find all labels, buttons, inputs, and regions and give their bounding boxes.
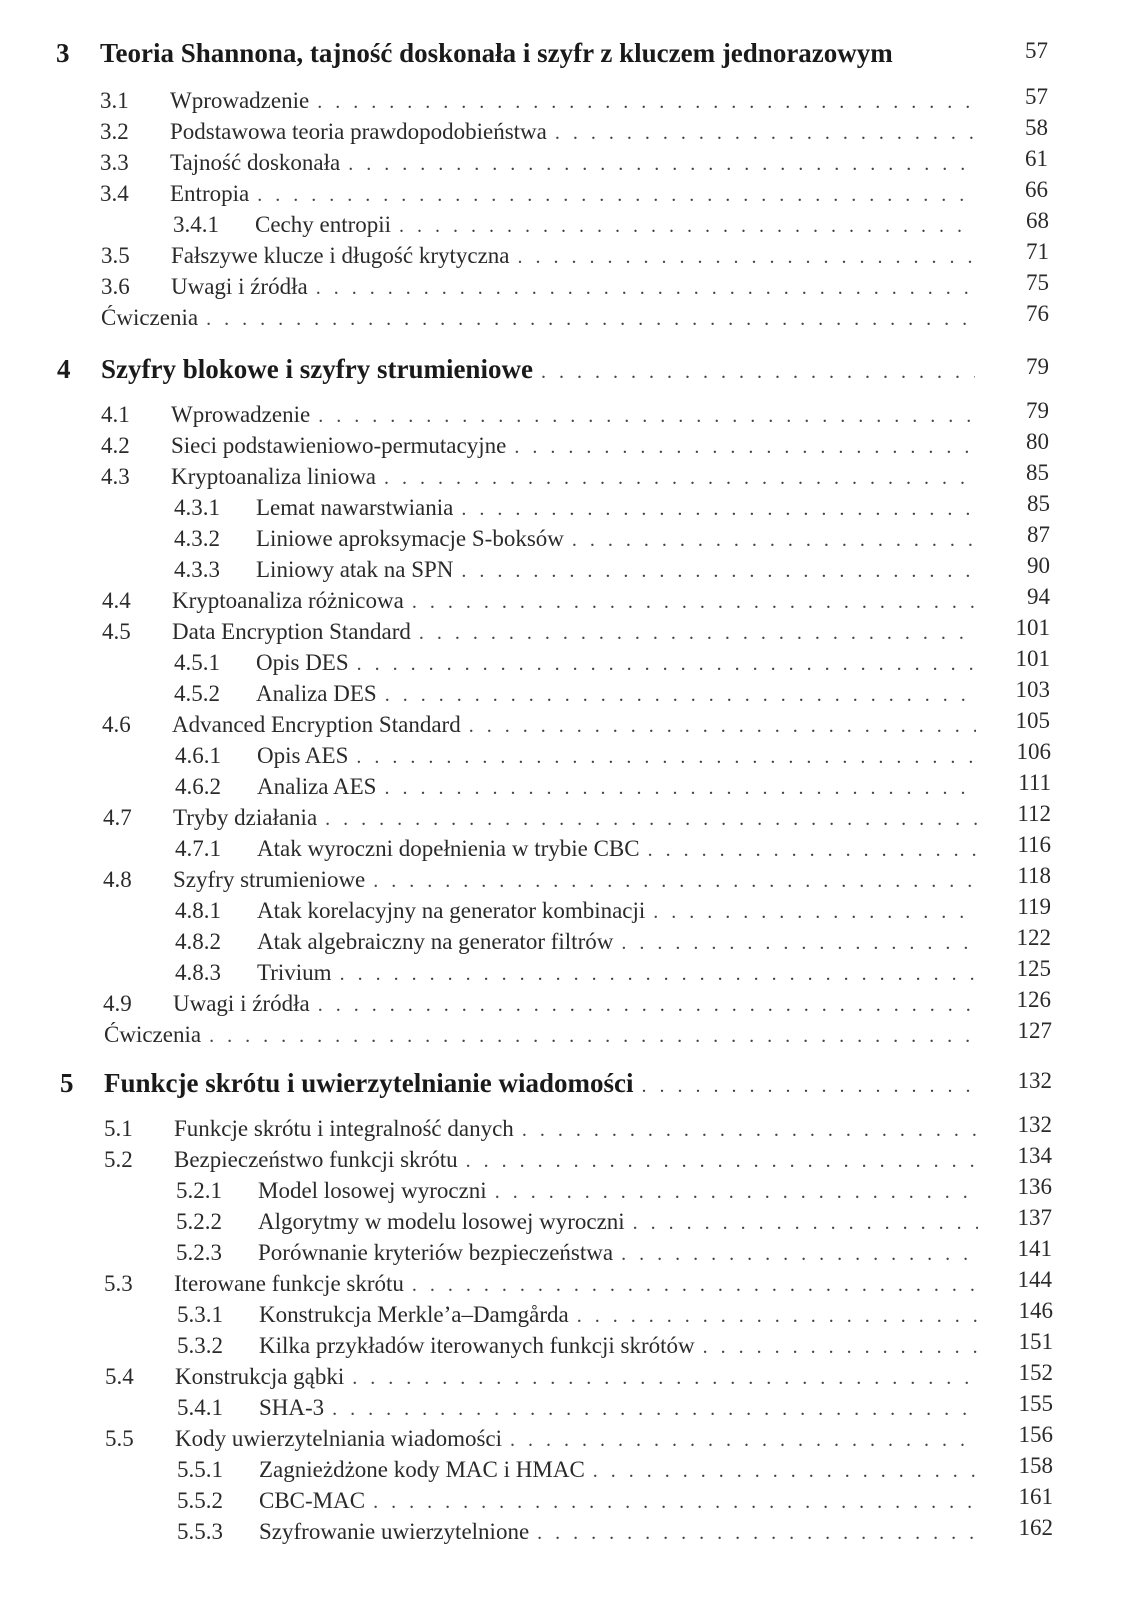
entry-number: 3.2 (100, 119, 129, 144)
entry-page-number: 161 (1018, 1484, 1053, 1509)
dot-leader (318, 994, 977, 1017)
dot-leader (648, 839, 977, 862)
entry-page-number: 118 (1017, 863, 1051, 888)
entry-title: Iterowane funkcje skrótu (174, 1271, 404, 1296)
entry-title: Szyfry blokowe i szyfry strumieniowe (101, 354, 533, 384)
toc-exercises-entry[interactable] (104, 1022, 986, 1048)
toc-subsection-entry[interactable] (174, 650, 984, 676)
entry-number: 4.6.1 (175, 743, 221, 768)
toc-section-entry[interactable] (101, 402, 983, 428)
entry-number: 5 (60, 1068, 74, 1098)
toc-subsection-entry[interactable] (176, 1209, 986, 1235)
entry-title: Opis DES (256, 650, 349, 675)
entry-page-number: 112 (1017, 801, 1051, 826)
entry-title: Szyfry strumieniowe (173, 867, 366, 892)
toc-subsection-entry[interactable] (177, 1333, 987, 1359)
toc-section-entry[interactable] (103, 867, 985, 893)
dot-leader (621, 1243, 978, 1266)
dot-leader (384, 777, 977, 800)
entry-page-number: 87 (1027, 522, 1050, 547)
entry-page-number: 85 (1026, 460, 1049, 485)
entry-number: 5.3.2 (177, 1333, 223, 1358)
toc-subsection-entry[interactable] (175, 836, 985, 862)
dot-leader (572, 529, 976, 552)
entry-page-number: 144 (1017, 1267, 1052, 1292)
toc-subsection-entry[interactable] (177, 1488, 987, 1514)
toc-subsection-entry[interactable] (174, 557, 984, 583)
dot-leader (469, 715, 976, 738)
dot-leader (577, 1305, 979, 1328)
entry-number: 5.4.1 (177, 1395, 223, 1420)
toc-subsection-entry[interactable] (176, 1240, 986, 1266)
entry-title: SHA-3 (259, 1395, 325, 1420)
entry-title: Entropia (170, 181, 250, 206)
entry-number: 3.4 (100, 181, 129, 206)
toc-subsection-entry[interactable] (173, 212, 983, 238)
entry-title: Analiza DES (256, 681, 377, 706)
entry-page-number: 103 (1015, 677, 1050, 702)
entry-title: Sieci podstawieniowo-permutacyjne (171, 433, 507, 458)
toc-section-entry[interactable] (105, 1364, 987, 1390)
entry-number: 4.6.2 (175, 774, 221, 799)
entry-number: 3.5 (101, 243, 130, 268)
entry-page-number: 116 (1017, 832, 1051, 857)
entry-title: Porównanie kryteriów bezpieczeństwa (258, 1240, 614, 1265)
entry-page-number: 105 (1015, 708, 1050, 733)
dot-leader (514, 436, 975, 459)
dot-leader (510, 1429, 979, 1452)
entry-page-number: 57 (1025, 84, 1048, 109)
dot-leader (318, 405, 975, 428)
toc-section-entry[interactable] (102, 712, 984, 738)
dot-leader (541, 361, 975, 384)
entry-page-number: 79 (1026, 354, 1049, 379)
dot-leader (332, 1398, 979, 1421)
entry-page-number: 141 (1017, 1236, 1052, 1261)
entry-number: 5.3.1 (177, 1302, 223, 1327)
entry-page-number: 79 (1026, 398, 1049, 423)
entry-page-number: 137 (1017, 1205, 1052, 1230)
entry-title: Liniowe aproksymacje S-boksów (256, 526, 564, 551)
entry-title: Ćwiczenia (104, 1022, 202, 1047)
toc-section-entry[interactable] (101, 464, 983, 490)
toc-subsection-entry[interactable] (177, 1457, 987, 1483)
dot-leader (373, 1491, 979, 1514)
entry-title: Podstawowa teoria prawdopodobieństwa (170, 119, 547, 144)
toc-subsection-entry[interactable] (176, 1178, 986, 1204)
dot-leader (316, 277, 975, 300)
dot-leader (317, 91, 974, 114)
toc-section-entry[interactable] (103, 991, 985, 1017)
entry-number: 4.5 (102, 619, 131, 644)
dot-leader (340, 963, 977, 986)
entry-number: 5.5.3 (177, 1519, 223, 1544)
entry-title: Kilka przykładów iterowanych funkcji skrótów (259, 1333, 695, 1358)
entry-title: Liniowy atak na SPN (256, 557, 454, 582)
toc-section-entry[interactable] (104, 1147, 986, 1173)
dot-leader (385, 684, 976, 707)
entry-title: Konstrukcja gąbki (175, 1364, 345, 1389)
entry-title: Uwagi i źródła (171, 274, 308, 299)
entry-number: 4.1 (101, 402, 130, 427)
dot-leader (206, 308, 975, 331)
dot-leader (518, 246, 976, 269)
entry-page-number: 57 (1025, 38, 1048, 63)
toc-subsection-entry[interactable] (177, 1395, 987, 1421)
entry-title: Kryptoanaliza liniowa (171, 464, 377, 489)
entry-title: Fałszywe klucze i długość krytyczna (171, 243, 510, 268)
entry-page-number: 85 (1027, 491, 1050, 516)
entry-title: Atak algebraiczny na generator filtrów (257, 929, 614, 954)
entry-number: 4.2 (101, 433, 130, 458)
entry-page-number: 156 (1018, 1422, 1053, 1447)
entry-number: 3.4.1 (173, 212, 219, 237)
entry-page-number: 101 (1015, 646, 1050, 671)
toc-section-entry[interactable] (100, 119, 982, 145)
entry-title: Tryby działania (173, 805, 318, 830)
entry-page-number: 132 (1017, 1068, 1052, 1093)
dot-leader (412, 591, 976, 614)
dot-leader (461, 560, 976, 583)
entry-title: Uwagi i źródła (173, 991, 310, 1016)
toc-subsection-entry[interactable] (177, 1519, 987, 1545)
dot-leader (399, 215, 975, 238)
dot-leader (653, 901, 977, 924)
entry-title: Kody uwierzytelniania wiadomości (175, 1426, 503, 1451)
entry-number: 3 (56, 38, 70, 68)
entry-page-number: 132 (1017, 1112, 1052, 1137)
dot-leader (466, 1150, 978, 1173)
toc-section-entry[interactable] (102, 619, 984, 645)
entry-page-number: 106 (1016, 739, 1051, 764)
entry-title: Atak korelacyjny na generator kombinacji (257, 898, 646, 923)
entry-number: 4.4 (102, 588, 131, 613)
entry-page-number: 126 (1016, 987, 1051, 1012)
dot-leader (641, 1075, 978, 1098)
dot-leader (373, 870, 977, 893)
entry-number: 3.1 (100, 88, 129, 113)
entry-title: Ćwiczenia (101, 305, 199, 330)
entry-number: 4.8.2 (175, 929, 221, 954)
entry-title: Advanced Encryption Standard (172, 712, 461, 737)
toc-chapter-entry[interactable] (57, 354, 983, 385)
toc-section-entry[interactable] (104, 1271, 986, 1297)
entry-number: 5.5.1 (177, 1457, 223, 1482)
entry-page-number: 111 (1018, 770, 1051, 795)
entry-page-number: 80 (1026, 429, 1049, 454)
entry-number: 5.2.1 (176, 1178, 222, 1203)
entry-title: Cechy entropii (255, 212, 392, 237)
dot-leader (356, 746, 977, 769)
entry-page-number: 151 (1018, 1329, 1053, 1354)
entry-number: 3.3 (100, 150, 129, 175)
entry-number: 4.8 (103, 867, 132, 892)
entry-number: 5.2.3 (176, 1240, 222, 1265)
dot-leader (633, 1212, 978, 1235)
toc-chapter-entry[interactable] (60, 1068, 986, 1099)
entry-number: 4 (57, 354, 71, 384)
entry-page-number: 119 (1017, 894, 1051, 919)
entry-title: Data Encryption Standard (172, 619, 411, 644)
dot-leader (555, 122, 974, 145)
entry-title: CBC-MAC (259, 1488, 366, 1513)
toc-subsection-entry[interactable] (175, 960, 985, 986)
dot-leader (325, 808, 977, 831)
entry-number: 4.3.3 (174, 557, 220, 582)
toc-section-entry[interactable] (101, 243, 983, 269)
entry-page-number: 101 (1015, 615, 1050, 640)
entry-page-number: 146 (1018, 1298, 1053, 1323)
entry-page-number: 94 (1027, 584, 1050, 609)
entry-number: 5.1 (104, 1116, 133, 1141)
dot-leader (384, 467, 975, 490)
dot-leader (419, 622, 976, 645)
entry-page-number: 136 (1017, 1174, 1052, 1199)
toc-section-entry[interactable] (100, 181, 982, 207)
entry-number: 3.6 (101, 274, 130, 299)
entry-title: Wprowadzenie (170, 88, 310, 113)
entry-page-number: 71 (1026, 239, 1049, 264)
dot-leader (209, 1025, 978, 1048)
entry-number: 4.3.1 (174, 495, 220, 520)
entry-number: 5.5.2 (177, 1488, 223, 1513)
toc-subsection-entry[interactable] (177, 1302, 987, 1328)
entry-number: 5.2.2 (176, 1209, 222, 1234)
entry-number: 4.7.1 (175, 836, 221, 861)
entry-number: 4.3.2 (174, 526, 220, 551)
entry-number: 5.4 (105, 1364, 134, 1389)
toc-subsection-entry[interactable] (175, 898, 985, 924)
toc-subsection-entry[interactable] (174, 495, 984, 521)
entry-number: 4.5.2 (174, 681, 220, 706)
entry-page-number: 76 (1026, 301, 1049, 326)
toc-section-entry[interactable] (103, 805, 985, 831)
dot-leader (495, 1181, 978, 1204)
entry-title: Algorytmy w modelu losowej wyroczni (258, 1209, 625, 1234)
toc-section-entry[interactable] (105, 1426, 987, 1452)
entry-page-number: 127 (1017, 1018, 1052, 1043)
toc-subsection-entry[interactable] (175, 774, 985, 800)
entry-page-number: 58 (1025, 115, 1048, 140)
toc-section-entry[interactable] (101, 274, 983, 300)
entry-page-number: 122 (1016, 925, 1051, 950)
entry-number: 4.8.1 (175, 898, 221, 923)
entry-title: Wprowadzenie (171, 402, 311, 427)
entry-title: Atak wyroczni dopełnienia w trybie CBC (257, 836, 640, 861)
entry-title: Zagnieżdżone kody MAC i HMAC (259, 1457, 585, 1482)
entry-number: 4.9 (103, 991, 132, 1016)
entry-number: 4.8.3 (175, 960, 221, 985)
entry-page-number: 155 (1018, 1391, 1053, 1416)
toc-exercises-entry[interactable] (101, 305, 983, 331)
entry-title: Lemat nawarstwiania (256, 495, 454, 520)
dot-leader (621, 932, 977, 955)
dot-leader (257, 184, 974, 207)
entry-title: Funkcje skrótu i uwierzytelnianie wiadomości (104, 1068, 634, 1098)
dot-leader (352, 1367, 979, 1390)
toc-section-entry[interactable] (100, 88, 982, 114)
entry-title: Konstrukcja Merkle’a–Damgårda (259, 1302, 569, 1327)
entry-number: 4.3 (101, 464, 130, 489)
entry-page-number: 134 (1017, 1143, 1052, 1168)
entry-number: 4.5.1 (174, 650, 220, 675)
entry-title: Bezpieczeństwo funkcji skrótu (174, 1147, 458, 1172)
toc-section-entry[interactable] (104, 1116, 986, 1142)
entry-title: Funkcje skrótu i integralność danych (174, 1116, 514, 1141)
entry-title: Szyfrowanie uwierzytelnione (259, 1519, 530, 1544)
entry-title: Kryptoanaliza różnicowa (172, 588, 404, 613)
entry-number: 4.6 (102, 712, 131, 737)
toc-section-entry[interactable] (102, 588, 984, 614)
toc-chapter-entry[interactable] (56, 38, 982, 69)
dot-leader (348, 153, 974, 176)
entry-title: Model losowej wyroczni (258, 1178, 487, 1203)
toc-subsection-entry[interactable] (174, 681, 984, 707)
entry-page-number: 75 (1026, 270, 1049, 295)
entry-page-number: 162 (1018, 1515, 1053, 1540)
entry-page-number: 158 (1018, 1453, 1053, 1478)
entry-page-number: 68 (1026, 208, 1049, 233)
entry-number: 5.5 (105, 1426, 134, 1451)
dot-leader (461, 498, 976, 521)
dot-leader (522, 1119, 978, 1142)
toc-subsection-entry[interactable] (175, 743, 985, 769)
dot-leader (537, 1522, 979, 1545)
toc-section-entry[interactable] (101, 433, 983, 459)
toc-subsection-entry[interactable] (174, 526, 984, 552)
entry-page-number: 152 (1018, 1360, 1053, 1385)
entry-number: 4.7 (103, 805, 132, 830)
toc-subsection-entry[interactable] (175, 929, 985, 955)
entry-page-number: 66 (1025, 177, 1048, 202)
entry-page-number: 61 (1025, 146, 1048, 171)
dot-leader (593, 1460, 979, 1483)
entry-number: 5.3 (104, 1271, 133, 1296)
entry-page-number: 90 (1027, 553, 1050, 578)
dot-leader (703, 1336, 979, 1359)
entry-title: Tajność doskonała (170, 150, 341, 175)
dot-leader (357, 653, 976, 676)
toc-section-entry[interactable] (100, 150, 982, 176)
entry-title: Analiza AES (257, 774, 377, 799)
dot-leader (412, 1274, 978, 1297)
entry-title: Trivium (257, 960, 332, 985)
entry-page-number: 125 (1016, 956, 1051, 981)
entry-title: Opis AES (257, 743, 349, 768)
entry-title: Teoria Shannona, tajność doskonała i szyfr z kluczem jednorazowym (100, 38, 893, 68)
entry-number: 5.2 (104, 1147, 133, 1172)
